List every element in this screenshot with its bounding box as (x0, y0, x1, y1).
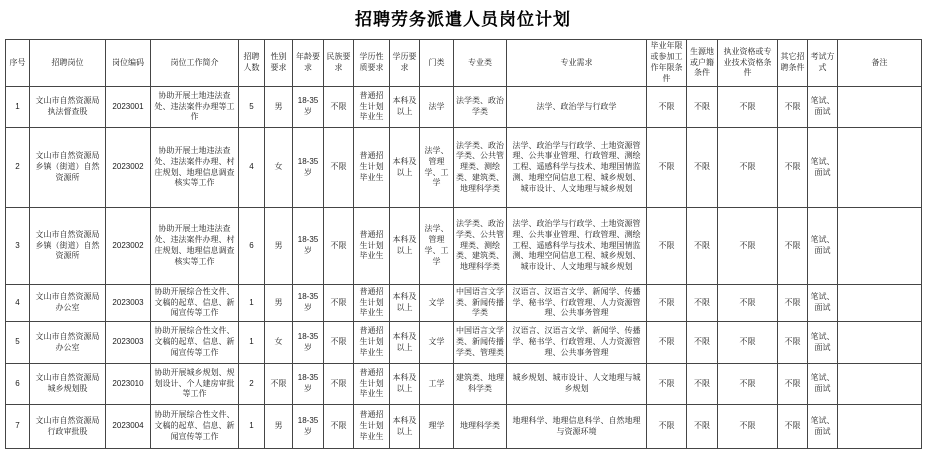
column-header: 序号 (6, 40, 30, 87)
table-row (6, 405, 922, 449)
table-cell: 不限 (324, 405, 354, 449)
table-cell: 文学 (420, 322, 454, 364)
table-cell: 协助开展土地违法查处、违法案件办理、村庄规划、地理信息调查核实等工作 (151, 208, 239, 285)
table-cell: 文山市自然资源局乡镇（街道）自然资源所 (30, 128, 106, 208)
table-row (6, 87, 922, 128)
table-cell: 2 (6, 128, 30, 208)
table-cell: 不限 (647, 285, 687, 322)
table-cell: 中国语言文学类、新闻传播学类、管理类 (454, 322, 507, 364)
table-cell: 法学、管理学、工学 (420, 208, 454, 285)
table-cell: 文山市自然资源局乡镇（街道）自然资源所 (30, 208, 106, 285)
column-header: 备注 (838, 40, 922, 87)
column-header: 岗位编码 (106, 40, 151, 87)
table-cell: 18-35岁 (293, 285, 324, 322)
table-cell: 6 (6, 364, 30, 405)
column-header: 学历性质要求 (354, 40, 390, 87)
table-cell: 不限 (687, 128, 718, 208)
table-cell (838, 364, 922, 405)
table-cell: 2 (239, 364, 265, 405)
table-cell: 城乡规划、城市设计、人文地理与城乡规划 (507, 364, 647, 405)
table-row (6, 128, 922, 208)
table-cell: 不限 (778, 128, 808, 208)
table-cell: 协助开展综合性文件、文稿的起草、信息、新闻宣传等工作 (151, 322, 239, 364)
table-cell: 6 (239, 208, 265, 285)
column-header: 民族要求 (324, 40, 354, 87)
table-cell: 工学 (420, 364, 454, 405)
table-cell: 协助开展城乡规划、规划设计、个人建房审批等工作 (151, 364, 239, 405)
recruitment-plan-table (5, 39, 922, 449)
table-cell: 1 (239, 405, 265, 449)
column-header: 专业需求 (507, 40, 647, 87)
table-cell: 法学 (420, 87, 454, 128)
table-cell: 不限 (718, 128, 778, 208)
table-cell (838, 128, 922, 208)
table-cell: 不限 (647, 128, 687, 208)
table-cell: 男 (265, 405, 293, 449)
table-cell: 普通招生计划毕业生 (354, 405, 390, 449)
table-cell: 法学类、政治学类、公共管理类、测绘类、建筑类、地理科学类 (454, 208, 507, 285)
table-cell (838, 405, 922, 449)
table-cell: 不限 (778, 87, 808, 128)
table-cell: 1 (239, 285, 265, 322)
table-cell: 不限 (778, 364, 808, 405)
table-row (6, 364, 922, 405)
table-cell: 法学、政治学与行政学、土地资源管理、公共事业管理、行政管理、测绘工程、遥感科学与技术、地理国情监测、地理空间信息工程、城乡规划、城市设计、人文地理与城乡规划 (507, 208, 647, 285)
table-header-row (6, 40, 922, 87)
table-cell: 2023001 (106, 87, 151, 128)
table-cell: 不限 (718, 208, 778, 285)
page-title: 招聘劳务派遣人员岗位计划 (355, 10, 571, 29)
table-cell: 3 (6, 208, 30, 285)
table-cell: 不限 (718, 322, 778, 364)
table-cell: 不限 (718, 405, 778, 449)
table-cell: 不限 (718, 285, 778, 322)
table-cell: 男 (265, 285, 293, 322)
table-cell: 不限 (647, 405, 687, 449)
table-cell: 本科及以上 (390, 128, 420, 208)
table-cell: 普通招生计划毕业生 (354, 208, 390, 285)
table-cell (838, 285, 922, 322)
table-cell: 本科及以上 (390, 285, 420, 322)
table-cell: 男 (265, 87, 293, 128)
table-cell: 笔试、面试 (808, 364, 838, 405)
table-cell: 协助开展综合性文件、文稿的起草、信息、新闻宣传等工作 (151, 405, 239, 449)
table-cell: 不限 (718, 364, 778, 405)
table-cell: 地理科学类 (454, 405, 507, 449)
table-cell: 协助开展土地违法查处、违法案件办理等工作 (151, 87, 239, 128)
table-cell: 不限 (647, 87, 687, 128)
table-cell (838, 87, 922, 128)
column-header: 性别要求 (265, 40, 293, 87)
table-cell: 汉语言、汉语言文学、新闻学、传播学、秘书学、行政管理、人力资源管理、公共事务管理 (507, 285, 647, 322)
table-cell: 本科及以上 (390, 364, 420, 405)
column-header: 执业资格或专业技术资格条件 (718, 40, 778, 87)
table-cell: 文山市自然资源局城乡规划股 (30, 364, 106, 405)
table-head (6, 40, 922, 87)
table-cell: 普通招生计划毕业生 (354, 128, 390, 208)
column-header: 招聘人数 (239, 40, 265, 87)
table-cell: 法学类、政治学类、公共管理类、测绘类、建筑类、地理科学类 (454, 128, 507, 208)
table-cell: 不限 (324, 87, 354, 128)
table-cell: 不限 (687, 285, 718, 322)
table-cell: 文山市自然资源局办公室 (30, 285, 106, 322)
table-cell: 法学、管理学、工学 (420, 128, 454, 208)
table-row (6, 322, 922, 364)
table-cell: 文学 (420, 285, 454, 322)
table-cell: 本科及以上 (390, 87, 420, 128)
table-cell: 协助开展土地违法查处、违法案件办理、村庄规划、地理信息调查核实等工作 (151, 128, 239, 208)
table-cell: 不限 (778, 208, 808, 285)
table-cell: 不限 (265, 364, 293, 405)
table-cell: 不限 (718, 87, 778, 128)
table-row (6, 285, 922, 322)
table-cell (838, 208, 922, 285)
table-cell: 文山市自然资源局执法督查股 (30, 87, 106, 128)
table-cell: 地理科学、地理信息科学、自然地理与资源环境 (507, 405, 647, 449)
table-cell: 不限 (687, 208, 718, 285)
table-cell: 1 (239, 322, 265, 364)
table-cell: 女 (265, 128, 293, 208)
table-cell: 本科及以上 (390, 405, 420, 449)
table-cell: 普通招生计划毕业生 (354, 322, 390, 364)
table-cell: 18-35岁 (293, 405, 324, 449)
table-cell: 18-35岁 (293, 364, 324, 405)
table-cell: 2023002 (106, 208, 151, 285)
table-cell: 法学、政治学与行政学、土地资源管理、公共事业管理、行政管理、测绘工程、遥感科学与技术、地理国情监测、地理空间信息工程、城乡规划、城市设计、人文地理与城乡规划 (507, 128, 647, 208)
table-cell: 18-35岁 (293, 208, 324, 285)
table-cell: 笔试、面试 (808, 87, 838, 128)
table-cell: 1 (6, 87, 30, 128)
column-header: 考试方式 (808, 40, 838, 87)
table-cell: 笔试、面试 (808, 285, 838, 322)
table-cell: 18-35岁 (293, 87, 324, 128)
table-cell: 不限 (778, 285, 808, 322)
table-cell: 理学 (420, 405, 454, 449)
table-cell: 不限 (324, 322, 354, 364)
table-cell: 建筑类、地理科学类 (454, 364, 507, 405)
table-cell: 不限 (324, 285, 354, 322)
table-cell: 不限 (647, 364, 687, 405)
table-cell: 笔试、面试 (808, 322, 838, 364)
table-cell: 不限 (324, 364, 354, 405)
table-cell: 中国语言文学类、新闻传播学类 (454, 285, 507, 322)
table-cell: 不限 (647, 208, 687, 285)
column-header: 年龄要求 (293, 40, 324, 87)
table-cell: 协助开展综合性文件、文稿的起草、信息、新闻宣传等工作 (151, 285, 239, 322)
column-header: 专业类 (454, 40, 507, 87)
column-header: 招聘岗位 (30, 40, 106, 87)
table-cell: 2023003 (106, 322, 151, 364)
table-cell: 男 (265, 208, 293, 285)
column-header: 学历要求 (390, 40, 420, 87)
column-header: 门类 (420, 40, 454, 87)
table-cell: 本科及以上 (390, 208, 420, 285)
table-cell: 2023010 (106, 364, 151, 405)
table-cell: 不限 (687, 405, 718, 449)
column-header: 毕业年限或参加工作年限条件 (647, 40, 687, 87)
table-cell: 不限 (687, 322, 718, 364)
table-cell: 5 (6, 322, 30, 364)
table-cell: 不限 (778, 405, 808, 449)
column-header: 岗位工作简介 (151, 40, 239, 87)
table-cell: 笔试、面试 (808, 405, 838, 449)
table-cell (838, 322, 922, 364)
table-cell: 笔试、面试 (808, 128, 838, 208)
table-cell: 4 (6, 285, 30, 322)
table-row (6, 208, 922, 285)
table-cell: 普通招生计划毕业生 (354, 364, 390, 405)
table-cell: 18-35岁 (293, 322, 324, 364)
table-cell: 不限 (778, 322, 808, 364)
table-cell: 不限 (687, 364, 718, 405)
table-cell: 普通招生计划毕业生 (354, 285, 390, 322)
table-cell: 笔试、面试 (808, 208, 838, 285)
table-cell: 女 (265, 322, 293, 364)
table-cell: 本科及以上 (390, 322, 420, 364)
table-cell: 不限 (687, 87, 718, 128)
column-header: 生源地或户籍条件 (687, 40, 718, 87)
table-cell: 法学、政治学与行政学 (507, 87, 647, 128)
table-cell: 不限 (324, 208, 354, 285)
table-body (6, 87, 922, 449)
column-header: 其它招聘条件 (778, 40, 808, 87)
table-cell: 普通招生计划毕业生 (354, 87, 390, 128)
table-cell: 18-35岁 (293, 128, 324, 208)
table-cell: 文山市自然资源局办公室 (30, 322, 106, 364)
table-cell: 5 (239, 87, 265, 128)
table-cell: 不限 (324, 128, 354, 208)
table-cell: 不限 (647, 322, 687, 364)
table-cell: 7 (6, 405, 30, 449)
table-cell: 2023004 (106, 405, 151, 449)
table-cell: 2023002 (106, 128, 151, 208)
table-cell: 汉语言、汉语言文学、新闻学、传播学、秘书学、行政管理、人力资源管理、公共事务管理 (507, 322, 647, 364)
table-cell: 法学类、政治学类 (454, 87, 507, 128)
table-cell: 文山市自然资源局行政审批股 (30, 405, 106, 449)
table-cell: 4 (239, 128, 265, 208)
table-cell: 2023003 (106, 285, 151, 322)
